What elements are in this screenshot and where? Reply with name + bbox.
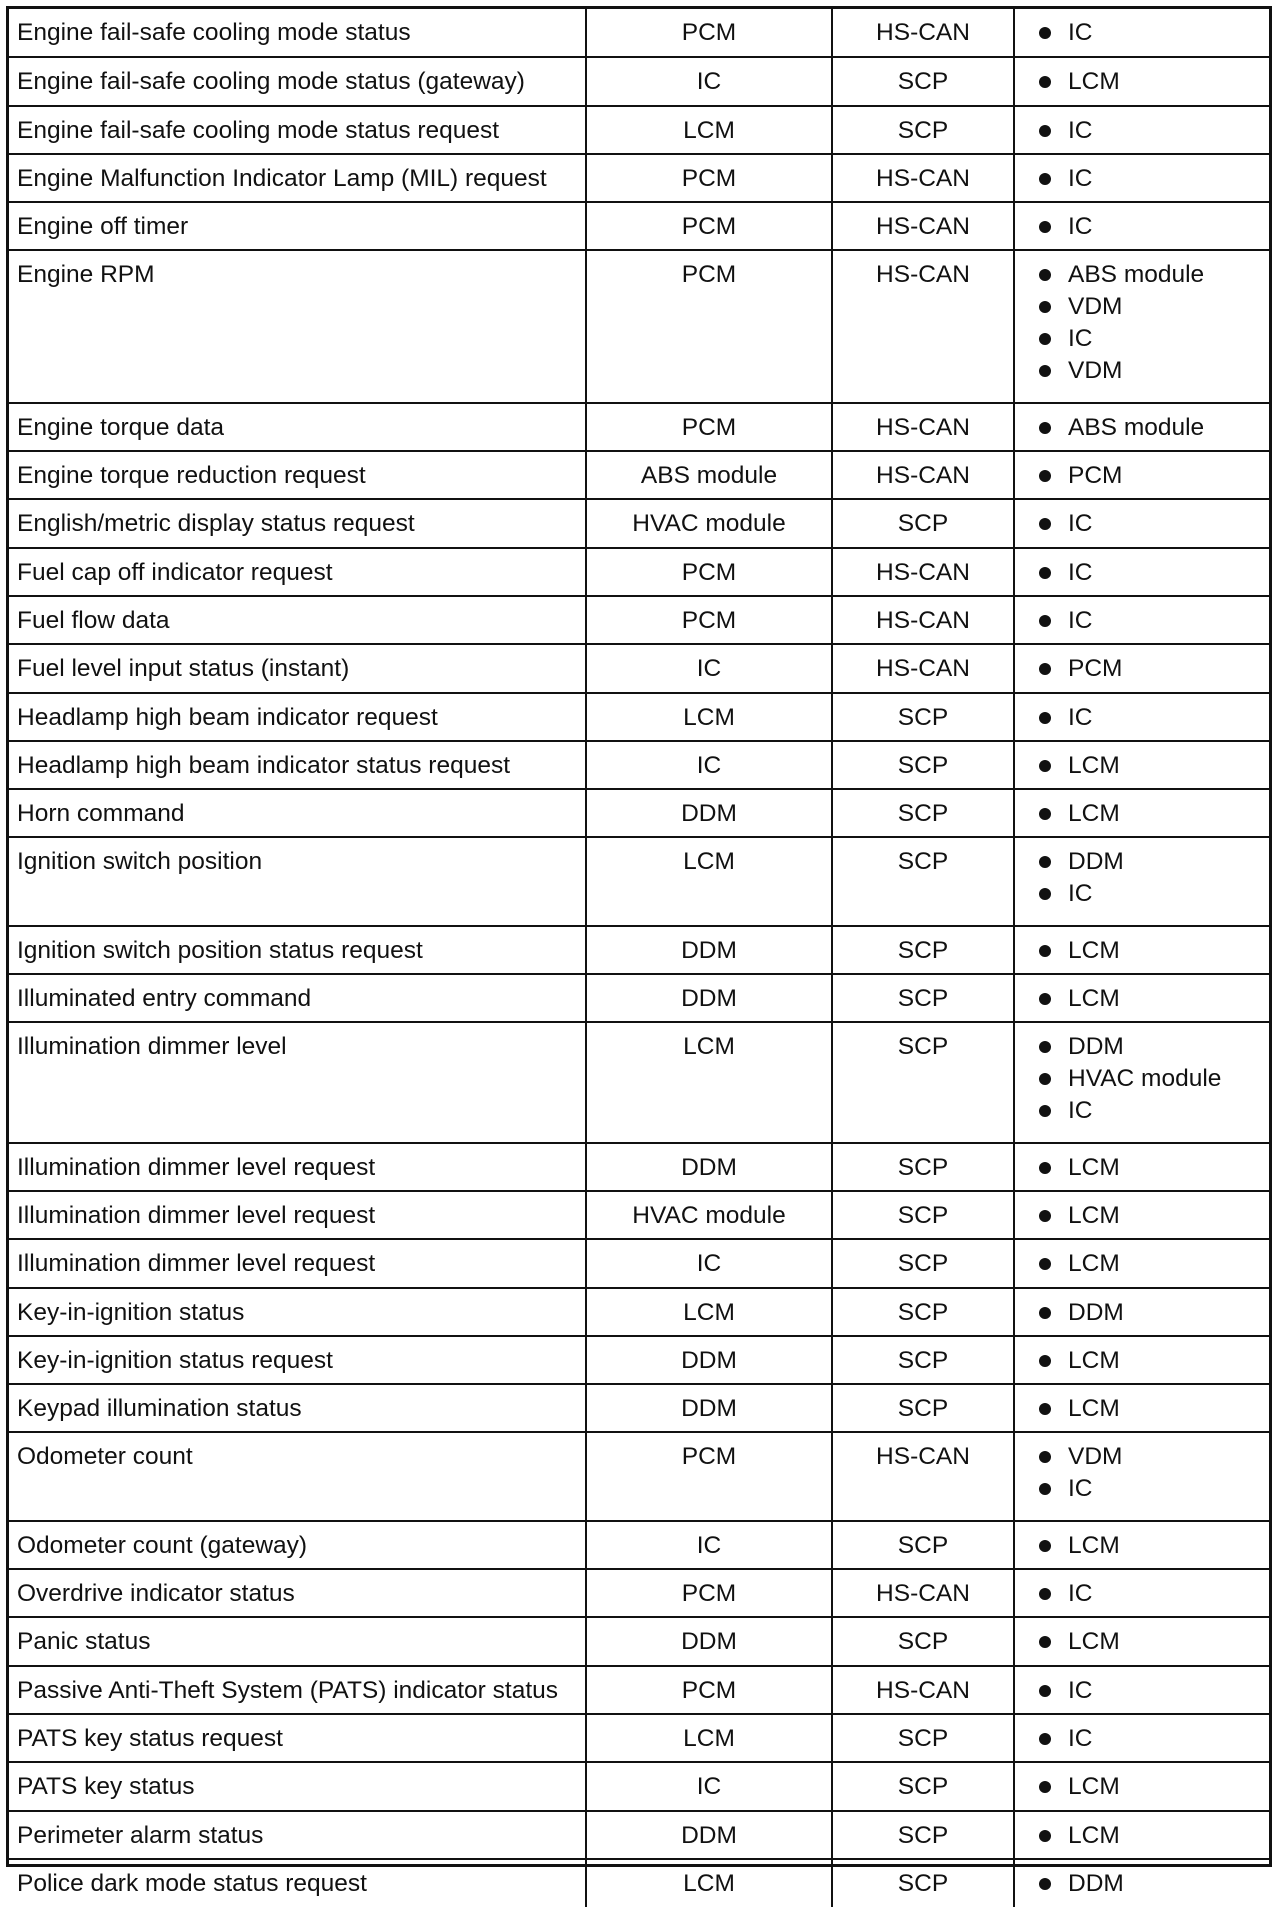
source-module-cell: DDM: [586, 1811, 832, 1859]
receiver-label: LCM: [1068, 1201, 1120, 1229]
receiver-label: LCM: [1068, 1153, 1120, 1181]
table-row: [9, 1811, 1269, 1859]
receiver-modules-cell: [1014, 644, 1269, 692]
receiver-label: IC: [1068, 1724, 1093, 1752]
receiver-label: LCM: [1068, 1628, 1120, 1656]
receiver-label: LCM: [1068, 1250, 1120, 1278]
network-cell: HS-CAN: [832, 1432, 1014, 1520]
network-cell: SCP: [832, 1191, 1014, 1239]
table-row: [9, 202, 1269, 250]
source-module-cell: LCM: [586, 1288, 832, 1336]
message-cell: Illuminated entry command: [9, 974, 586, 1022]
message-cell: Keypad illumination status: [9, 1384, 586, 1432]
receiver-label: LCM: [1068, 1821, 1120, 1849]
network-message-table: [6, 6, 1272, 1897]
receiver-list-item: [1039, 115, 1263, 147]
receiver-label: IC: [1068, 703, 1093, 731]
receiver-modules-cell: [1014, 741, 1269, 789]
bullet-icon: [1039, 1105, 1051, 1117]
receiver-label: IC: [1068, 880, 1093, 908]
receiver-modules-cell: [1014, 154, 1269, 202]
receiver-label: DDM: [1068, 1869, 1124, 1897]
receiver-modules-cell: [1014, 451, 1269, 499]
bullet-icon: [1039, 333, 1051, 345]
receiver-modules-cell: [1014, 1143, 1269, 1191]
message-cell: Illumination dimmer level: [9, 1022, 586, 1142]
message-cell: Fuel cap off indicator request: [9, 548, 586, 596]
message-cell: Illumination dimmer level request: [9, 1239, 586, 1287]
network-cell: SCP: [832, 1239, 1014, 1287]
network-cell: SCP: [832, 1811, 1014, 1859]
bullet-icon: [1039, 365, 1051, 377]
receiver-list-item: [1039, 846, 1263, 878]
receiver-modules-cell: [1014, 926, 1269, 974]
receiver-list-item: [1039, 1868, 1263, 1900]
bullet-icon: [1039, 1307, 1051, 1319]
network-cell: SCP: [832, 974, 1014, 1022]
receiver-label: IC: [1068, 606, 1093, 634]
table-row: [9, 644, 1269, 692]
receiver-label: LCM: [1068, 936, 1120, 964]
source-module-cell: ABS module: [586, 451, 832, 499]
receiver-list-item: [1039, 750, 1263, 782]
receiver-list-item: [1039, 1441, 1263, 1473]
message-cell: Engine torque reduction request: [9, 451, 586, 499]
bullet-icon: [1039, 27, 1051, 39]
receiver-list-item: [1039, 508, 1263, 540]
table-row: [9, 9, 1269, 57]
receiver-list-item: [1039, 1578, 1263, 1610]
message-cell: Panic status: [9, 1617, 586, 1665]
network-cell: HS-CAN: [832, 1569, 1014, 1617]
receiver-list-item: [1039, 1530, 1263, 1562]
receiver-modules-cell: [1014, 1336, 1269, 1384]
network-cell: HS-CAN: [832, 403, 1014, 451]
receiver-modules-cell: [1014, 1714, 1269, 1762]
bullet-icon: [1039, 1830, 1051, 1842]
table-row: [9, 451, 1269, 499]
bullet-icon: [1039, 808, 1051, 820]
receiver-label: IC: [1068, 1676, 1093, 1704]
bullet-icon: [1039, 301, 1051, 313]
receiver-list-item: [1039, 983, 1263, 1015]
bullet-icon: [1039, 1636, 1051, 1648]
receiver-list-item: [1039, 259, 1263, 291]
receiver-modules-cell: [1014, 1191, 1269, 1239]
source-module-cell: PCM: [586, 548, 832, 596]
bullet-icon: [1039, 173, 1051, 185]
network-cell: HS-CAN: [832, 202, 1014, 250]
bullet-icon: [1039, 1878, 1051, 1890]
message-cell: Key-in-ignition status: [9, 1288, 586, 1336]
message-cell: Engine off timer: [9, 202, 586, 250]
receiver-modules-cell: [1014, 250, 1269, 402]
receiver-modules-cell: [1014, 1762, 1269, 1810]
receiver-modules-cell: [1014, 57, 1269, 105]
message-cell: Fuel flow data: [9, 596, 586, 644]
bullet-icon: [1039, 888, 1051, 900]
source-module-cell: DDM: [586, 926, 832, 974]
bullet-icon: [1039, 1451, 1051, 1463]
message-cell: Horn command: [9, 789, 586, 837]
source-module-cell: HVAC module: [586, 1191, 832, 1239]
receiver-label: ABS module: [1068, 413, 1205, 441]
bullet-icon: [1039, 856, 1051, 868]
receiver-modules-cell: [1014, 548, 1269, 596]
receiver-list-item: [1039, 605, 1263, 637]
receiver-label: HVAC module: [1068, 1065, 1222, 1093]
source-module-cell: HVAC module: [586, 499, 832, 547]
receiver-list-item: [1039, 1063, 1263, 1095]
message-cell: Engine fail-safe cooling mode status: [9, 9, 586, 57]
message-cell: Engine fail-safe cooling mode status (gateway): [9, 57, 586, 105]
table-row: [9, 789, 1269, 837]
receiver-label: IC: [1068, 19, 1093, 46]
receiver-label: LCM: [1068, 1395, 1120, 1423]
network-cell: SCP: [832, 837, 1014, 925]
bullet-icon: [1039, 125, 1051, 137]
table-row: [9, 250, 1269, 402]
receiver-list-item: [1039, 1626, 1263, 1658]
receiver-list-item: [1039, 1771, 1263, 1803]
network-cell: SCP: [832, 1022, 1014, 1142]
receiver-list-item: [1039, 1200, 1263, 1232]
table-row: [9, 1666, 1269, 1714]
bullet-icon: [1039, 712, 1051, 724]
source-module-cell: LCM: [586, 1022, 832, 1142]
bullet-icon: [1039, 1355, 1051, 1367]
network-cell: SCP: [832, 926, 1014, 974]
message-cell: Illumination dimmer level request: [9, 1143, 586, 1191]
source-module-cell: PCM: [586, 596, 832, 644]
receiver-modules-cell: [1014, 1432, 1269, 1520]
receiver-list-item: [1039, 291, 1263, 323]
bullet-icon: [1039, 567, 1051, 579]
source-module-cell: IC: [586, 741, 832, 789]
receiver-list-item: [1039, 1675, 1263, 1707]
receiver-modules-cell: [1014, 1569, 1269, 1617]
receiver-modules-cell: [1014, 974, 1269, 1022]
receiver-list-item: [1039, 1095, 1263, 1127]
receiver-list-item: [1039, 163, 1263, 195]
message-cell: Key-in-ignition status request: [9, 1336, 586, 1384]
source-module-cell: IC: [586, 1762, 832, 1810]
table-row: [9, 1336, 1269, 1384]
source-module-cell: LCM: [586, 1714, 832, 1762]
network-cell: SCP: [832, 1384, 1014, 1432]
table-row: [9, 548, 1269, 596]
receiver-list-item: [1039, 653, 1263, 685]
source-module-cell: PCM: [586, 202, 832, 250]
receiver-label: LCM: [1068, 1346, 1120, 1374]
source-module-cell: PCM: [586, 1432, 832, 1520]
receiver-modules-cell: [1014, 1666, 1269, 1714]
message-table: [9, 9, 1269, 1907]
source-module-cell: IC: [586, 644, 832, 692]
source-module-cell: PCM: [586, 154, 832, 202]
network-cell: SCP: [832, 106, 1014, 154]
table-row: [9, 1288, 1269, 1336]
table-row: [9, 1521, 1269, 1569]
network-cell: SCP: [832, 1714, 1014, 1762]
receiver-label: DDM: [1068, 1298, 1124, 1326]
receiver-label: DDM: [1068, 1033, 1124, 1061]
bullet-icon: [1039, 269, 1051, 281]
source-module-cell: DDM: [586, 974, 832, 1022]
receiver-label: LCM: [1068, 800, 1120, 828]
bullet-icon: [1039, 993, 1051, 1005]
receiver-list-item: [1039, 878, 1263, 910]
network-cell: SCP: [832, 741, 1014, 789]
bullet-icon: [1039, 663, 1051, 675]
receiver-modules-cell: [1014, 499, 1269, 547]
receiver-list-item: [1039, 323, 1263, 355]
receiver-modules-cell: [1014, 693, 1269, 741]
network-cell: SCP: [832, 1288, 1014, 1336]
receiver-label: IC: [1068, 510, 1093, 538]
network-cell: HS-CAN: [832, 596, 1014, 644]
source-module-cell: DDM: [586, 1384, 832, 1432]
receiver-label: LCM: [1068, 985, 1120, 1013]
receiver-list-item: [1039, 1031, 1263, 1063]
receiver-modules-cell: [1014, 1022, 1269, 1142]
message-cell: Ignition switch position status request: [9, 926, 586, 974]
source-module-cell: LCM: [586, 1859, 832, 1907]
source-module-cell: PCM: [586, 1666, 832, 1714]
table-row: [9, 499, 1269, 547]
receiver-label: IC: [1068, 1475, 1093, 1503]
receiver-modules-cell: [1014, 1384, 1269, 1432]
table-row: [9, 1569, 1269, 1617]
network-cell: HS-CAN: [832, 9, 1014, 57]
receiver-modules-cell: [1014, 1521, 1269, 1569]
message-cell: Odometer count: [9, 1432, 586, 1520]
network-cell: HS-CAN: [832, 1666, 1014, 1714]
network-cell: SCP: [832, 499, 1014, 547]
message-cell: PATS key status: [9, 1762, 586, 1810]
table-row: [9, 741, 1269, 789]
source-module-cell: LCM: [586, 837, 832, 925]
receiver-label: IC: [1068, 164, 1093, 192]
bullet-icon: [1039, 1258, 1051, 1270]
table-row: [9, 974, 1269, 1022]
message-cell: Engine RPM: [9, 250, 586, 402]
receiver-label: IC: [1068, 325, 1093, 353]
receiver-list-item: [1039, 1723, 1263, 1755]
bullet-icon: [1039, 1733, 1051, 1745]
table-row: [9, 596, 1269, 644]
receiver-label: ABS module: [1068, 261, 1205, 289]
table-row: [9, 403, 1269, 451]
receiver-label: IC: [1068, 213, 1093, 241]
message-cell: Odometer count (gateway): [9, 1521, 586, 1569]
network-cell: SCP: [832, 1762, 1014, 1810]
receiver-modules-cell: [1014, 1239, 1269, 1287]
table-row: [9, 1859, 1269, 1907]
receiver-label: IC: [1068, 558, 1093, 586]
bullet-icon: [1039, 422, 1051, 434]
source-module-cell: DDM: [586, 1336, 832, 1384]
network-cell: HS-CAN: [832, 548, 1014, 596]
table-row: [9, 154, 1269, 202]
table-row: [9, 1022, 1269, 1142]
receiver-modules-cell: [1014, 1859, 1269, 1907]
bullet-icon: [1039, 1073, 1051, 1085]
table-row: [9, 106, 1269, 154]
receiver-label: DDM: [1068, 848, 1124, 876]
bullet-icon: [1039, 1781, 1051, 1793]
source-module-cell: DDM: [586, 1617, 832, 1665]
network-cell: SCP: [832, 1859, 1014, 1907]
source-module-cell: DDM: [586, 1143, 832, 1191]
receiver-list-item: [1039, 1345, 1263, 1377]
receiver-label: PCM: [1068, 462, 1123, 490]
bullet-icon: [1039, 1210, 1051, 1222]
receiver-modules-cell: [1014, 837, 1269, 925]
bullet-icon: [1039, 1403, 1051, 1415]
receiver-label: LCM: [1068, 1531, 1120, 1559]
bullet-icon: [1039, 1540, 1051, 1552]
network-cell: SCP: [832, 1336, 1014, 1384]
network-cell: SCP: [832, 1617, 1014, 1665]
source-module-cell: PCM: [586, 250, 832, 402]
network-cell: SCP: [832, 1143, 1014, 1191]
message-cell: Fuel level input status (instant): [9, 644, 586, 692]
message-cell: Passive Anti-Theft System (PATS) indicator status: [9, 1666, 586, 1714]
receiver-label: VDM: [1068, 293, 1123, 321]
message-cell: Overdrive indicator status: [9, 1569, 586, 1617]
message-cell: Headlamp high beam indicator status request: [9, 741, 586, 789]
bullet-icon: [1039, 1588, 1051, 1600]
receiver-list-item: [1039, 17, 1263, 49]
receiver-label: LCM: [1068, 1773, 1120, 1801]
message-cell: Engine Malfunction Indicator Lamp (MIL) request: [9, 154, 586, 202]
receiver-label: VDM: [1068, 357, 1123, 385]
source-module-cell: IC: [586, 1239, 832, 1287]
receiver-list-item: [1039, 66, 1263, 98]
message-cell: Engine torque data: [9, 403, 586, 451]
network-cell: SCP: [832, 693, 1014, 741]
receiver-list-item: [1039, 1248, 1263, 1280]
network-cell: HS-CAN: [832, 644, 1014, 692]
receiver-list-item: [1039, 460, 1263, 492]
table-row: [9, 1762, 1269, 1810]
bullet-icon: [1039, 76, 1051, 88]
network-cell: SCP: [832, 789, 1014, 837]
receiver-list-item: [1039, 557, 1263, 589]
receiver-modules-cell: [1014, 106, 1269, 154]
receiver-list-item: [1039, 1297, 1263, 1329]
receiver-modules-cell: [1014, 1288, 1269, 1336]
message-cell: Headlamp high beam indicator request: [9, 693, 586, 741]
table-row: [9, 1432, 1269, 1520]
message-cell: Perimeter alarm status: [9, 1811, 586, 1859]
table-row: [9, 1384, 1269, 1432]
receiver-list-item: [1039, 702, 1263, 734]
table-body: [9, 9, 1269, 1907]
network-cell: SCP: [832, 57, 1014, 105]
bullet-icon: [1039, 1483, 1051, 1495]
receiver-modules-cell: [1014, 9, 1269, 57]
receiver-modules-cell: [1014, 789, 1269, 837]
message-cell: PATS key status request: [9, 1714, 586, 1762]
bullet-icon: [1039, 615, 1051, 627]
message-cell: Engine fail-safe cooling mode status request: [9, 106, 586, 154]
table-row: [9, 1143, 1269, 1191]
network-cell: HS-CAN: [832, 250, 1014, 402]
source-module-cell: PCM: [586, 403, 832, 451]
bullet-icon: [1039, 760, 1051, 772]
table-row: [9, 1191, 1269, 1239]
receiver-list-item: [1039, 798, 1263, 830]
receiver-label: LCM: [1068, 751, 1120, 779]
bullet-icon: [1039, 945, 1051, 957]
receiver-list-item: [1039, 935, 1263, 967]
receiver-list-item: [1039, 211, 1263, 243]
receiver-label: LCM: [1068, 68, 1120, 96]
receiver-label: IC: [1068, 1580, 1093, 1608]
network-cell: SCP: [832, 1521, 1014, 1569]
source-module-cell: PCM: [586, 9, 832, 57]
network-cell: HS-CAN: [832, 451, 1014, 499]
receiver-list-item: [1039, 1393, 1263, 1425]
bullet-icon: [1039, 518, 1051, 530]
source-module-cell: IC: [586, 57, 832, 105]
table-row: [9, 1617, 1269, 1665]
source-module-cell: LCM: [586, 106, 832, 154]
table-row: [9, 57, 1269, 105]
message-cell: Ignition switch position: [9, 837, 586, 925]
table-row: [9, 926, 1269, 974]
bullet-icon: [1039, 1685, 1051, 1697]
bullet-icon: [1039, 221, 1051, 233]
receiver-list-item: [1039, 1473, 1263, 1505]
source-module-cell: IC: [586, 1521, 832, 1569]
receiver-modules-cell: [1014, 1811, 1269, 1859]
table-row: [9, 1239, 1269, 1287]
message-cell: English/metric display status request: [9, 499, 586, 547]
receiver-modules-cell: [1014, 202, 1269, 250]
receiver-list-item: [1039, 1152, 1263, 1184]
source-module-cell: LCM: [586, 693, 832, 741]
receiver-label: IC: [1068, 116, 1093, 144]
bullet-icon: [1039, 470, 1051, 482]
table-row: [9, 837, 1269, 925]
receiver-modules-cell: [1014, 403, 1269, 451]
source-module-cell: DDM: [586, 789, 832, 837]
network-cell: HS-CAN: [832, 154, 1014, 202]
receiver-label: IC: [1068, 1097, 1093, 1125]
bullet-icon: [1039, 1041, 1051, 1053]
message-cell: Illumination dimmer level request: [9, 1191, 586, 1239]
receiver-label: VDM: [1068, 1443, 1123, 1471]
receiver-list-item: [1039, 412, 1263, 444]
source-module-cell: PCM: [586, 1569, 832, 1617]
receiver-list-item: [1039, 355, 1263, 387]
table-row: [9, 693, 1269, 741]
message-cell: Police dark mode status request: [9, 1859, 586, 1907]
receiver-list-item: [1039, 1820, 1263, 1852]
table-row: [9, 1714, 1269, 1762]
receiver-modules-cell: [1014, 1617, 1269, 1665]
receiver-modules-cell: [1014, 596, 1269, 644]
bullet-icon: [1039, 1162, 1051, 1174]
receiver-label: PCM: [1068, 655, 1123, 683]
